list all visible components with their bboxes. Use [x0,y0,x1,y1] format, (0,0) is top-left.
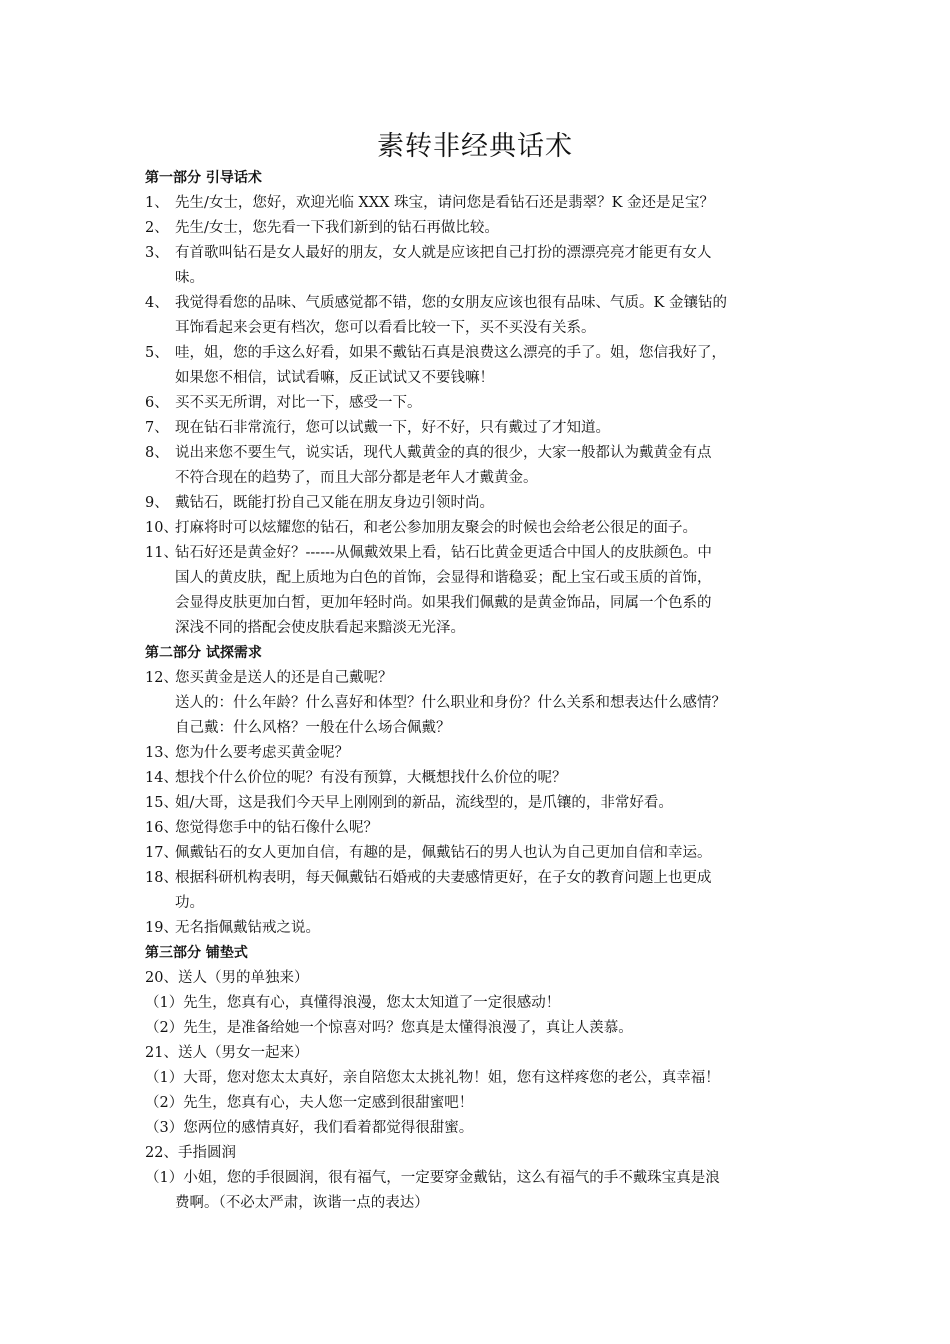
item-number: 14、 [145,770,178,786]
continuation-line: 味。 [175,270,204,286]
list-item [145,816,820,841]
item-text: 您觉得您手中的钻石像什么呢？ [175,820,378,836]
item-number: 11、 [145,545,178,561]
list-item [145,216,820,241]
item-number: 6、 [145,395,169,411]
item-text: 我觉得看您的品味、气质感觉都不错，您的女朋友应该也很有品味、气质。K 金镶钻的 [175,295,727,311]
list-item [145,416,820,441]
item-text: 佩戴钻石的女人更加自信，有趣的是，佩戴钻石的男人也认为自己更加自信和幸运。 [175,845,712,861]
item-text: 先生/女士，您好，欢迎光临 XXX 珠宝，请问您是看钻石还是翡翠？K 金还是足宝？ [175,195,715,211]
document-body [145,166,820,1216]
item-number: 17、 [145,845,178,861]
item-text: 先生/女士，您先看一下我们新到的钻石再做比较。 [175,220,499,236]
item-text: 戴钻石，既能打扮自己又能在朋友身边引领时尚。 [175,495,494,511]
item-number: 7、 [145,420,169,436]
item-number: 18、 [145,870,178,886]
section-heading: 第三部分 铺垫式 [145,945,248,961]
item-number: 3、 [145,245,169,261]
item-text: 哇，姐，您的手这么好看，如果不戴钻石真是浪费这么漂亮的手了。姐，您信我好了， [175,345,726,361]
item-number: 10、 [145,520,178,536]
text-line: 22、手指圆润 [145,1145,236,1161]
list-item [145,916,820,941]
list-item [145,291,820,316]
item-text: 说出来您不要生气，说实话，现代人戴黄金的真的很少，大家一般都认为戴黄金有点 [175,445,712,461]
section-heading: 第二部分 试探需求 [145,645,262,661]
list-item [145,241,820,266]
item-text: 钻石好还是黄金好？------从佩戴效果上看，钻石比黄金更适合中国人的皮肤颜色。中 [175,545,712,561]
item-number: 15、 [145,795,178,811]
item-number: 19、 [145,920,178,936]
item-number: 1、 [145,195,169,211]
text-line: （1）先生，您真有心，真懂得浪漫，您太太知道了一定很感动！ [145,995,561,1011]
list-item [145,391,820,416]
list-item [145,866,820,891]
text-line: （3）您两位的感情真好，我们看着都觉得很甜蜜。 [145,1120,474,1136]
continuation-line: 功。 [175,895,204,911]
item-text: 有首歌叫钻石是女人最好的朋友，女人就是应该把自己打扮的漂漂亮亮才能更有女人 [175,245,712,261]
item-text: 想找个什么价位的呢？有没有预算，大概想找什么价位的呢？ [175,770,567,786]
item-text: 姐/大哥，这是我们今天早上刚刚到的新品，流线型的，是爪镶的，非常好看。 [175,795,673,811]
list-item [145,541,820,566]
list-item [145,341,820,366]
continuation-line: 自己戴：什么风格？一般在什么场合佩戴？ [175,720,451,736]
continuation-line: 深浅不同的搭配会使皮肤看起来黯淡无光泽。 [175,620,465,636]
text-line: 21、送人（男女一起来） [145,1045,309,1061]
list-item [145,766,820,791]
item-text: 买不买无所谓，对比一下，感受一下。 [175,395,422,411]
continuation-line: 国人的黄皮肤，配上质地为白色的首饰，会显得和谐稳妥；配上宝石或玉质的首饰， [175,570,712,586]
continuation-line: 如果您不相信，试试看嘛，反正试试又不要钱嘛！ [175,370,494,386]
continuation-line: 费啊。（不必太严肃，诙谐一点的表达） [175,1195,429,1211]
list-item [145,516,820,541]
text-line: （2）先生，您真有心，夫人您一定感到很甜蜜吧！ [145,1095,474,1111]
item-text: 您为什么要考虑买黄金呢？ [175,745,349,761]
item-text: 无名指佩戴钻戒之说。 [175,920,320,936]
document-title: 素转非经典话术 [377,131,573,162]
item-number: 16、 [145,820,178,836]
continuation-line: 耳饰看起来会更有档次，您可以看看比较一下，买不买没有关系。 [175,320,596,336]
text-line: 20、送人（男的单独来） [145,970,309,986]
continuation-line: 送人的：什么年龄？什么喜好和体型？什么职业和身份？什么关系和想表达什么感情？ [175,695,726,711]
item-number: 2、 [145,220,169,236]
item-number: 8、 [145,445,169,461]
item-number: 13、 [145,745,178,761]
list-item [145,191,820,216]
list-item [145,791,820,816]
list-item [145,491,820,516]
item-text: 根据科研机构表明，每天佩戴钻石婚戒的夫妻感情更好，在子女的教育问题上也更成 [175,870,712,886]
item-number: 5、 [145,345,169,361]
item-number: 4、 [145,295,169,311]
list-item [145,741,820,766]
item-number: 9、 [145,495,169,511]
text-line: （1）大哥，您对您太太真好，亲自陪您太太挑礼物！姐，您有这样疼您的老公，真幸福！ [145,1070,720,1086]
list-item [145,666,820,691]
item-text: 您买黄金是送人的还是自己戴呢？ [175,670,393,686]
list-item [145,441,820,466]
item-number: 12、 [145,670,178,686]
list-item [145,841,820,866]
item-text: 现在钻石非常流行，您可以试戴一下，好不好，只有戴过了才知道。 [175,420,610,436]
continuation-line: 会显得皮肤更加白皙，更加年轻时尚。如果我们佩戴的是黄金饰品，同属一个色系的 [175,595,712,611]
section-heading: 第一部分 引导话术 [145,170,262,186]
text-line: （2）先生，是准备给她一个惊喜对吗？您真是太懂得浪漫了，真让人羡慕。 [145,1020,633,1036]
text-line: （1）小姐，您的手很圆润，很有福气，一定要穿金戴钻，这么有福气的手不戴珠宝真是浪 [145,1170,720,1186]
continuation-line: 不符合现在的趋势了，而且大部分都是老年人才戴黄金。 [175,470,538,486]
item-text: 打麻将时可以炫耀您的钻石，和老公参加朋友聚会的时候也会给老公很足的面子。 [175,520,697,536]
